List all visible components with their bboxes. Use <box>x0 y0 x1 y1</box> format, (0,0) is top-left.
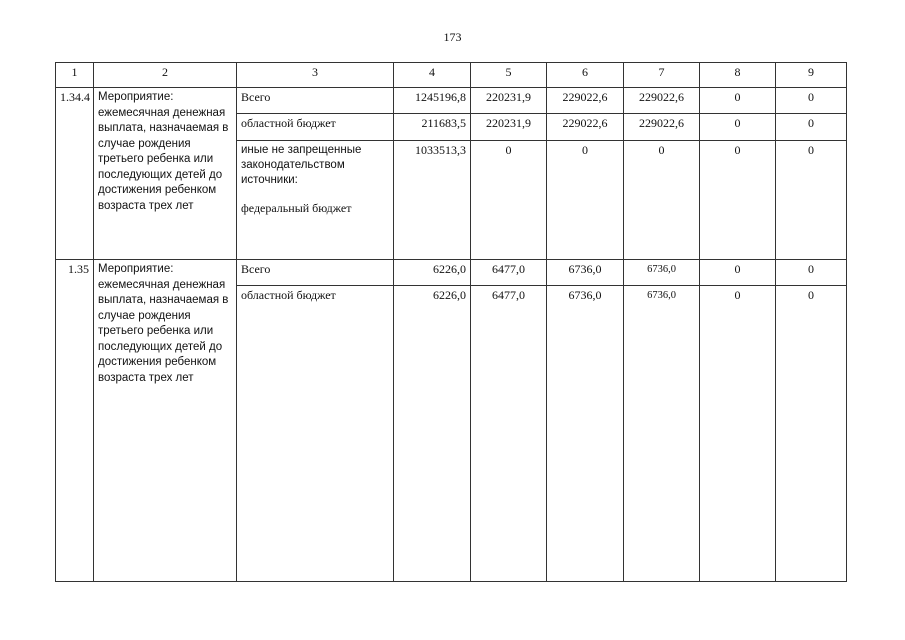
item-description: Мероприятие: ежемесячная денежная выплата, назначаемая в случае рождения третьего ребенка или последующих детей до достижения ребенком возраста трех лет <box>94 260 237 582</box>
column-header: 4 <box>394 63 471 88</box>
column-header: 6 <box>547 63 624 88</box>
value-cell: 0 <box>700 286 776 582</box>
column-header: 5 <box>471 63 547 88</box>
value-cell: 220231,9 <box>471 114 547 141</box>
table-row <box>56 88 847 114</box>
value-cell: 6736,0 <box>547 260 624 286</box>
value-cell: 0 <box>776 114 847 141</box>
funding-source: областной бюджет <box>237 114 394 141</box>
value-cell: 0 <box>700 260 776 286</box>
value-cell: 1245196,8 <box>394 88 471 114</box>
value-cell: 0 <box>471 141 547 260</box>
value-cell: 1033513,3 <box>394 141 471 260</box>
column-header: 8 <box>700 63 776 88</box>
funding-source: Всего <box>237 260 394 286</box>
value-cell: 229022,6 <box>624 114 700 141</box>
budget-table <box>55 62 847 582</box>
value-cell: 0 <box>776 88 847 114</box>
value-cell: 229022,6 <box>624 88 700 114</box>
table-row <box>56 260 847 286</box>
value-cell: 229022,6 <box>547 114 624 141</box>
value-cell: 220231,9 <box>471 88 547 114</box>
value-cell: 0 <box>700 114 776 141</box>
column-header: 2 <box>94 63 237 88</box>
item-code: 1.35 <box>56 260 94 582</box>
value-cell: 229022,6 <box>547 88 624 114</box>
item-description: Мероприятие: ежемесячная денежная выплата, назначаемая в случае рождения третьего ребенка или последующих детей до достижения ребенком возраста трех лет <box>94 88 237 260</box>
column-header: 3 <box>237 63 394 88</box>
value-cell: 0 <box>776 286 847 582</box>
header-row <box>56 63 847 88</box>
source-note: иные не запрещенные законодательством источники: <box>241 144 362 186</box>
funding-source: Всего <box>237 88 394 114</box>
value-cell: 0 <box>624 141 700 260</box>
value-cell: 0 <box>776 141 847 260</box>
value-cell: 6736,0 <box>547 286 624 582</box>
page-number: 173 <box>443 30 462 44</box>
value-cell: 0 <box>700 88 776 114</box>
column-header: 7 <box>624 63 700 88</box>
funding-source <box>237 141 394 260</box>
value-cell: 6736,0 <box>624 260 700 286</box>
column-header: 1 <box>56 63 94 88</box>
column-header: 9 <box>776 63 847 88</box>
value-cell: 6736,0 <box>624 286 700 582</box>
source-label: федеральный бюджет <box>241 201 352 215</box>
value-cell: 0 <box>547 141 624 260</box>
value-cell: 6477,0 <box>471 260 547 286</box>
value-cell: 0 <box>776 260 847 286</box>
value-cell: 6226,0 <box>394 260 471 286</box>
value-cell: 0 <box>700 141 776 260</box>
value-cell: 6226,0 <box>394 286 471 582</box>
item-code: 1.34.4 <box>56 88 94 260</box>
funding-source: областной бюджет <box>237 286 394 582</box>
value-cell: 6477,0 <box>471 286 547 582</box>
value-cell: 211683,5 <box>394 114 471 141</box>
